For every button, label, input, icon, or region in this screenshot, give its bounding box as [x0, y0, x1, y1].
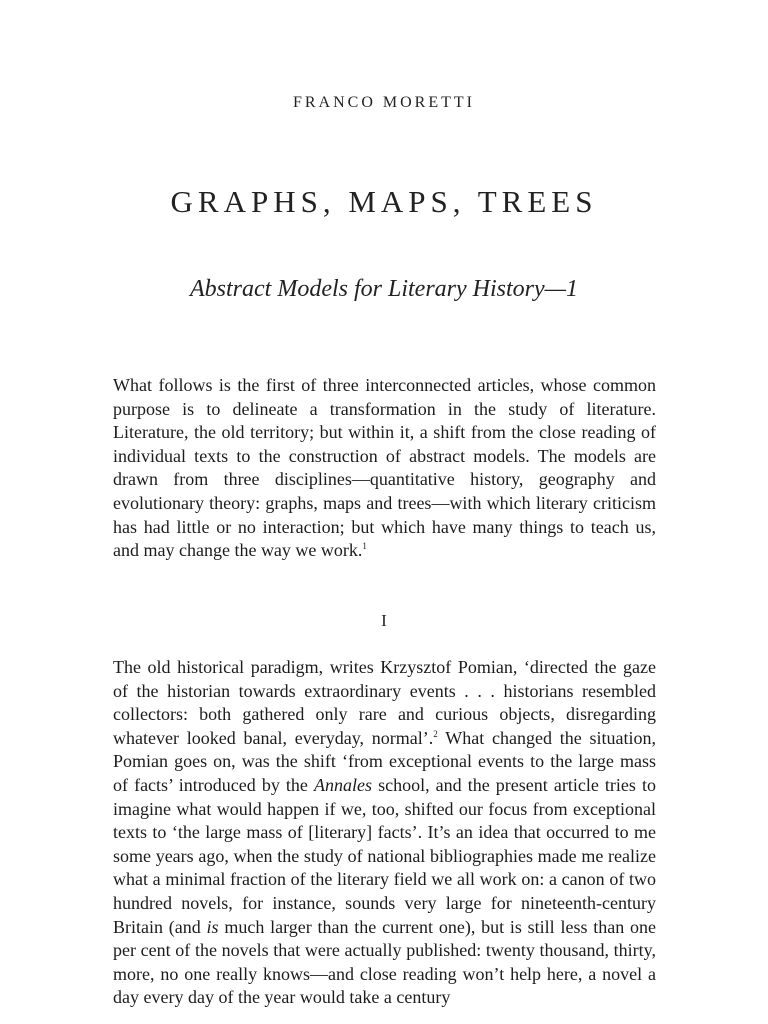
footnote-marker: 1: [362, 541, 367, 552]
body-text-3: school, and the present article tries to imagine what would happen if we, too, shifted our focus from exceptional texts to ‘the large mass of [literary] facts’. It’s an idea that occurred to me some years ago, when the study of national bibliographies made me realize what a minimal fraction of the literary field we all work on: a canon of two hundred novels, for instance, sounds very large for nineteenth-century Britain (and: [113, 774, 656, 937]
italic-annales: Annales: [314, 774, 372, 795]
body-text-1: The old historical paradigm, writes Krzysztof Pomian, ‘directed the gaze of the historian towards extraordinary events . . . historians resembled collectors: both gathered only rare and curious objects, disregarding whatever looked banal, everyday, normal’.: [113, 657, 656, 748]
intro-paragraph: [113, 374, 656, 563]
article-title: GRAPHS, MAPS, TREES: [170, 184, 598, 219]
intro-text: What follows is the first of three interconnected articles, whose common purpose is to delineate a transformation in the study of literature. Literature, the old territory; but within it, a shift from the close reading of individual texts to the construction of abstract models. The models are drawn from three disciplines—quantitative history, geography and evolutionary theory: graphs, maps and trees—with which literary criticism has had little or no interaction; but which have many things to teach us, and may change the way we work.: [113, 375, 656, 561]
author-name: FRANCO MORETTI: [292, 94, 475, 111]
article-subtitle: Abstract Models for Literary History—1: [190, 276, 578, 302]
italic-is: is: [206, 916, 219, 937]
body-text-2: What changed the situation, Pomian goes on, was the shift ‘from exceptional events to the large mass of facts’ introduced by the: [113, 727, 656, 795]
body-paragraph: [113, 656, 656, 1024]
section-number: I: [381, 611, 387, 630]
footnote-marker: 2: [433, 728, 438, 739]
body-text-4: much larger than the current one), but is still less than one per cent of the novels that were actually published: twenty thousand, thirty, more, no one really knows—and close reading won’t help here, a novel a day every day of the year would take a century: [113, 916, 656, 1008]
